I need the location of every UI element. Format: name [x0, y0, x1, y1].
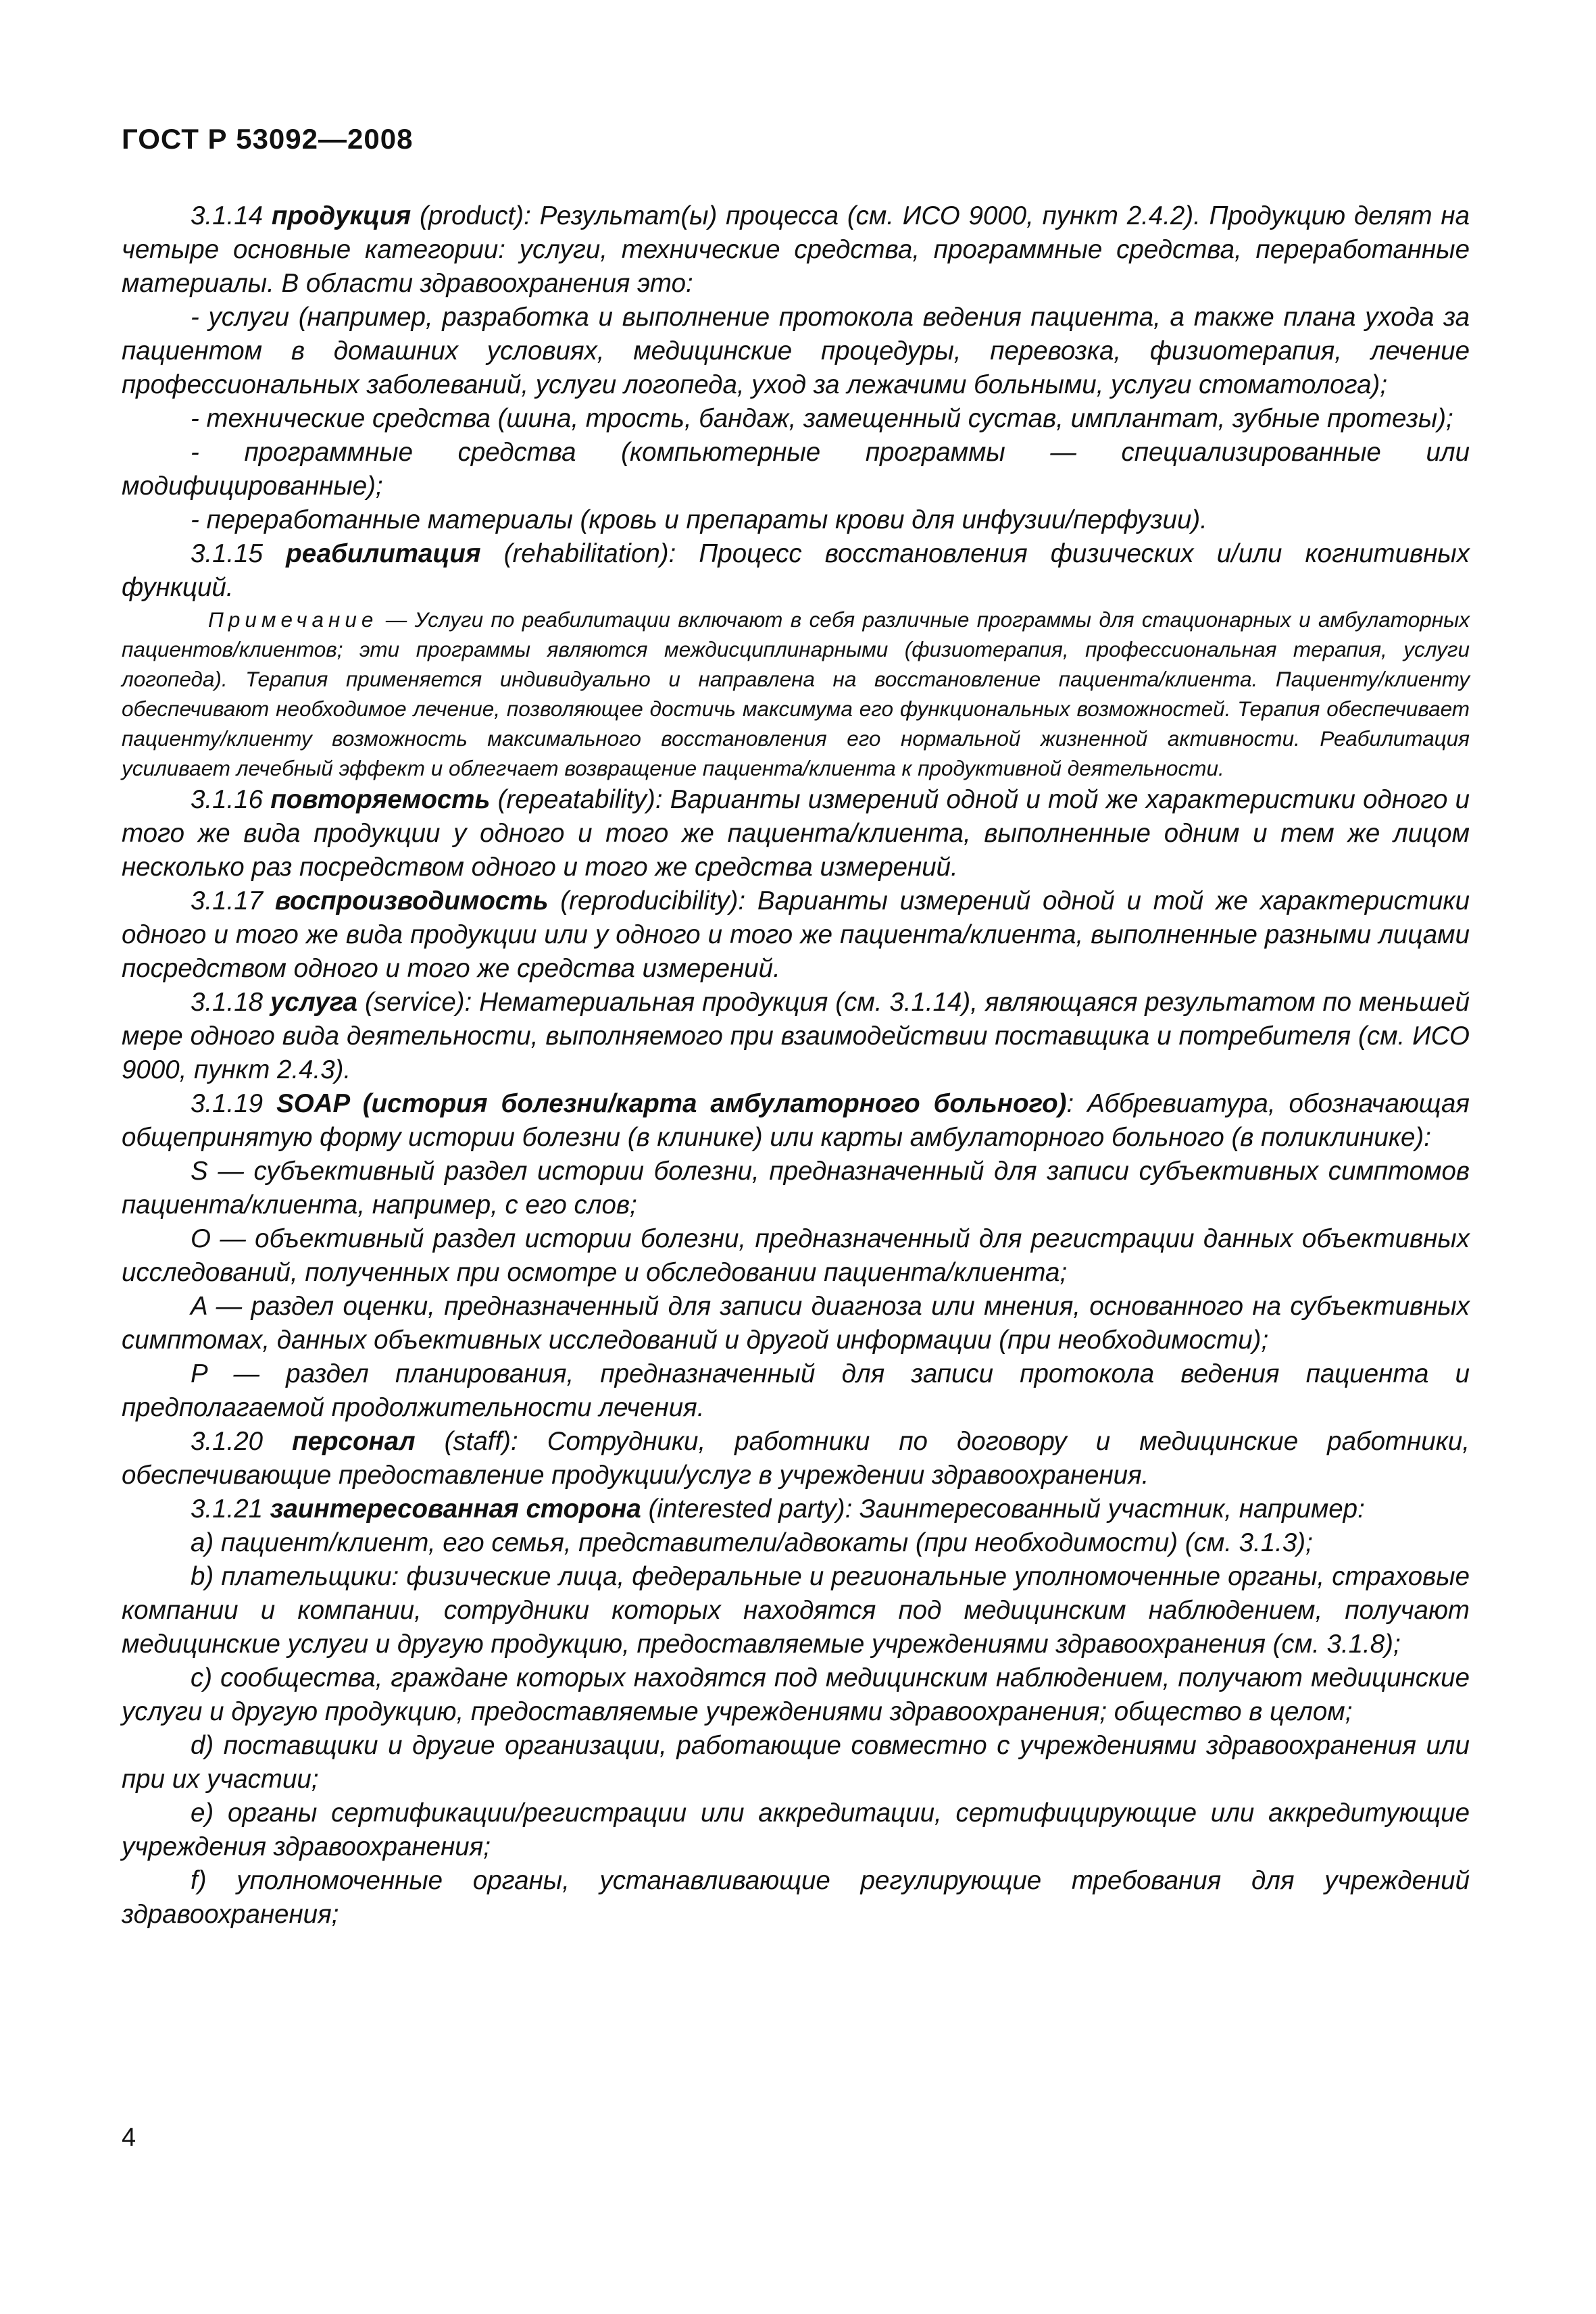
note-label: Примечание — [208, 607, 378, 632]
clause-english-term: (interested party) — [648, 1494, 845, 1524]
clause-3-1-19 — [122, 1087, 1470, 1155]
clause-3-1-14 — [122, 199, 1470, 301]
clause-term: повторяемость — [270, 785, 491, 814]
clause-definition: : Сотрудники, работники по договору и медицинские работники, обеспечивающие предоставление продукции/услуг в учреждении здравоохранения. — [122, 1427, 1470, 1490]
list-item: - технические средства (шина, трость, бандаж, замещенный сустав, имплантат, зубные протезы); — [191, 404, 1453, 433]
list-item: O — объективный раздел истории болезни, предназначенный для регистрации данных объективных исследований, полученных при осмотре и обследовании пациента/клиента; — [122, 1224, 1470, 1287]
clause-number: 3.1.19 — [191, 1089, 264, 1118]
clause-definition: : Результат(ы) процесса (см. ИСО 9000, пункт 2.4.2). Продукцию делят на четыре основные категории: услуги, технические средства, программные средства, переработанные материалы. В области здравоохранения это: — [122, 201, 1470, 298]
clause-definition: : Варианты измерений одной и той же характеристики одного и того же вида продукции или у одного и того же пациента/клиента, выполненные разными лицами посредством одного и того же средства измерений. — [122, 886, 1470, 983]
clause-number: 3.1.21 — [191, 1494, 264, 1524]
clause-english-term: (product) — [420, 201, 524, 230]
list-item: b) плательщики: физические лица, федеральные и региональные уполномоченные органы, страховые компании и компании, сотрудники которых находятся под медицинским наблюдением, получают медицинские услуги и другую продукцию, предоставляемые учреждениями здравоохранения (см. 3.1.8); — [122, 1562, 1470, 1659]
clause-3-1-20 — [122, 1425, 1470, 1492]
clause-number: 3.1.15 — [191, 539, 264, 568]
list-item: d) поставщики и другие организации, работающие совместно с учреждениями здравоохранения или при их участии; — [122, 1731, 1470, 1794]
clause-number: 3.1.18 — [191, 988, 264, 1017]
list-item: - переработанные материалы (кровь и препараты крови для инфузии/перфузии). — [191, 505, 1207, 534]
clause-english-term: (service) — [365, 988, 465, 1017]
list-item: A — раздел оценки, предназначенный для записи диагноза или мнения, основанного на субъективных симптомах, данных объективных исследований и другой информации (при необходимости); — [122, 1292, 1470, 1355]
list-item: c) сообщества, граждане которых находятся под медицинским наблюдением, получают медицинские услуги и другую продукцию, предоставляемые учреждениями здравоохранения; общество в целом; — [122, 1663, 1470, 1726]
document-header: ГОСТ Р 53092—2008 — [122, 123, 414, 155]
clause-number: 3.1.14 — [191, 201, 264, 230]
list-item: S — субъективный раздел истории болезни, предназначенный для записи субъективных симптомов пациента/клиента, например, с его слов; — [122, 1157, 1470, 1219]
clause-definition: : Нематериальная продукция (см. 3.1.14), являющаяся результатом по меньшей мере одного вида деятельности, выполняемого при взаимодействии поставщика и потребителя (см. ИСО 9000, пункт 2.4.3). — [122, 988, 1470, 1084]
list-item: - услуги (например, разработка и выполнение протокола ведения пациента, а также плана ухода за пациентом в домашних условиях, медицинские процедуры, перевозка, физиотерапия, лечение профессиональных заболеваний, услуги логопеда, уход за лежачими больными, услуги стоматолога); — [122, 303, 1470, 399]
clause-3-1-18 — [122, 986, 1470, 1087]
clause-term: воспроизводимость — [274, 886, 549, 915]
clause-term: заинтересованная сторона — [270, 1494, 641, 1524]
note-text: — Услуги по реабилитации включают в себя различные программы для стационарных и амбулаторных пациентов/клиентов; эти программы являются междисциплинарными (физиотерапия, профессиональная терапия, услуги логопеда). Терапия применяется индивидуально и направлена на восстановление пациента/клиента. Пациенту/клиенту обеспечивают необходимое лечение, позволяющее достичь максимума его функциональных возможностей. Терапия обеспечивает пациенту/клиенту возможность максимального восстановления его нормальной жизненной активности. Реабилитация усиливает лечебный эффект и облегчает возвращение пациента/клиента к продуктивной деятельности. — [122, 607, 1470, 780]
clause-number: 3.1.20 — [191, 1427, 264, 1456]
clause-term: услуга — [270, 988, 358, 1017]
document-body — [122, 199, 1470, 1932]
list-item: P — раздел планирования, предназначенный для записи протокола ведения пациента и предполагаемой продолжительности лечения. — [122, 1359, 1470, 1422]
list-item: - программные средства (компьютерные программы — специализированные или модифицированные); — [122, 438, 1470, 501]
clause-number: 3.1.16 — [191, 785, 264, 814]
clause-english-term: (rehabilitation) — [503, 539, 669, 568]
list-item: f) уполномоченные органы, устанавливающие регулирующие требования для учреждений здравоохранения; — [122, 1866, 1470, 1929]
clause-term: продукция — [271, 201, 412, 230]
clause-definition: : Варианты измерений одной и той же характеристики одного и того же вида продукции у одного и того же пациента/клиента, выполненные одним и тем же лицом несколько раз посредством одного и того же средства измерений. — [122, 785, 1470, 882]
clause-3-1-21 — [122, 1492, 1470, 1526]
clause-english-term: (reproducibility) — [560, 886, 739, 915]
clause-term: персонал — [292, 1427, 416, 1456]
clause-3-1-16 — [122, 783, 1470, 884]
clause-number: 3.1.17 — [191, 886, 264, 915]
clause-definition: : Процесс восстановления физических и/или когнитивных функций. — [122, 539, 1470, 602]
list-item: a) пациент/клиент, его семья, представители/адвокаты (при необходимости) (см. 3.1.3); — [191, 1528, 1313, 1557]
clause-3-1-17 — [122, 884, 1470, 986]
page-number: 4 — [122, 2123, 136, 2152]
clause-definition: : Аббревиатура, обозначающая общепринятую форму истории болезни (в клинике) или карты амбулаторного больного (в поликлинике): — [122, 1089, 1470, 1152]
clause-english-term: (staff) — [444, 1427, 512, 1456]
clause-3-1-15 — [122, 537, 1470, 605]
note — [122, 605, 1470, 783]
clause-term: SOAP (история болезни/карта амбулаторного больного) — [276, 1089, 1067, 1118]
list-item: e) органы сертификации/регистрации или аккредитации, сертифицирующие или аккредитующие учреждения здравоохранения; — [122, 1799, 1470, 1861]
clause-definition: : Заинтересованный участник, например: — [845, 1494, 1365, 1524]
clause-term: реабилитация — [286, 539, 481, 568]
clause-english-term: (repeatability) — [497, 785, 655, 814]
